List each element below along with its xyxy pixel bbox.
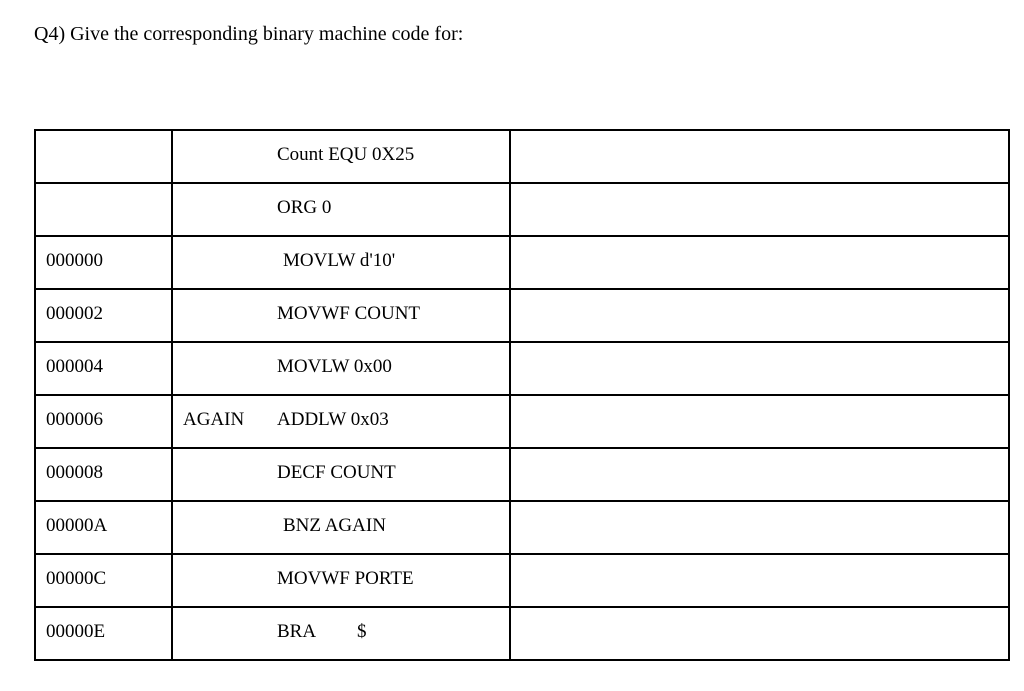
machine-code-cell[interactable] bbox=[510, 130, 1009, 183]
address-text: 000000 bbox=[46, 250, 103, 271]
instruction-text: ORG 0 bbox=[277, 197, 332, 218]
table-row bbox=[35, 501, 1009, 554]
address-cell bbox=[35, 395, 172, 448]
address-text: 000004 bbox=[46, 356, 103, 377]
table-row bbox=[35, 236, 1009, 289]
address-cell bbox=[35, 554, 172, 607]
machine-code-cell[interactable] bbox=[510, 448, 1009, 501]
instruction-text bbox=[277, 620, 367, 644]
address-text: 000002 bbox=[46, 303, 103, 324]
machine-code-cell[interactable] bbox=[510, 183, 1009, 236]
instruction-opcode: BRA bbox=[277, 621, 317, 642]
address-cell bbox=[35, 448, 172, 501]
instruction-text: MOVWF PORTE bbox=[277, 568, 414, 589]
instruction-cell bbox=[172, 130, 510, 183]
instruction-cell bbox=[172, 607, 510, 660]
table-row bbox=[35, 395, 1009, 448]
instruction-cell bbox=[172, 554, 510, 607]
address-cell bbox=[35, 289, 172, 342]
instruction-text: BNZ AGAIN bbox=[283, 515, 386, 536]
table-row bbox=[35, 607, 1009, 660]
machine-code-cell[interactable] bbox=[510, 289, 1009, 342]
address-text: 000006 bbox=[46, 409, 103, 430]
address-cell bbox=[35, 183, 172, 236]
instruction-text: ADDLW 0x03 bbox=[277, 409, 389, 430]
table-row bbox=[35, 554, 1009, 607]
instruction-text: MOVLW 0x00 bbox=[277, 356, 392, 377]
table-row bbox=[35, 183, 1009, 236]
question-text: Q4) Give the corresponding binary machine code for: bbox=[34, 23, 464, 45]
address-text: 00000C bbox=[46, 568, 107, 589]
address-cell bbox=[35, 130, 172, 183]
address-text bbox=[36, 184, 171, 196]
instruction-cell bbox=[172, 448, 510, 501]
machine-code-cell[interactable] bbox=[510, 236, 1009, 289]
machine-code-cell[interactable] bbox=[510, 554, 1009, 607]
assembly-code-table bbox=[34, 129, 1010, 661]
instruction-cell bbox=[172, 501, 510, 554]
machine-code-cell[interactable] bbox=[510, 607, 1009, 660]
machine-code-cell[interactable] bbox=[510, 501, 1009, 554]
table-row bbox=[35, 448, 1009, 501]
address-cell bbox=[35, 342, 172, 395]
instruction-cell bbox=[172, 236, 510, 289]
instruction-cell bbox=[172, 183, 510, 236]
address-cell bbox=[35, 236, 172, 289]
address-cell bbox=[35, 501, 172, 554]
address-text: 000008 bbox=[46, 462, 103, 483]
machine-code-cell[interactable] bbox=[510, 395, 1009, 448]
table-row bbox=[35, 130, 1009, 183]
address-text: 00000E bbox=[46, 621, 106, 642]
instruction-operand: $ bbox=[357, 621, 367, 642]
label-text: AGAIN bbox=[183, 409, 245, 430]
instruction-cell bbox=[172, 395, 510, 448]
machine-code-cell[interactable] bbox=[510, 342, 1009, 395]
address-text: 00000A bbox=[46, 515, 108, 536]
instruction-text: Count EQU 0X25 bbox=[277, 144, 415, 165]
instruction-text: MOVWF COUNT bbox=[277, 303, 421, 324]
table-row bbox=[35, 342, 1009, 395]
instruction-text: MOVLW d'10' bbox=[283, 250, 396, 271]
address-cell bbox=[35, 607, 172, 660]
instruction-cell bbox=[172, 342, 510, 395]
instruction-text: DECF COUNT bbox=[277, 462, 396, 483]
instruction-cell bbox=[172, 289, 510, 342]
table-row bbox=[35, 289, 1009, 342]
address-text bbox=[36, 131, 171, 143]
